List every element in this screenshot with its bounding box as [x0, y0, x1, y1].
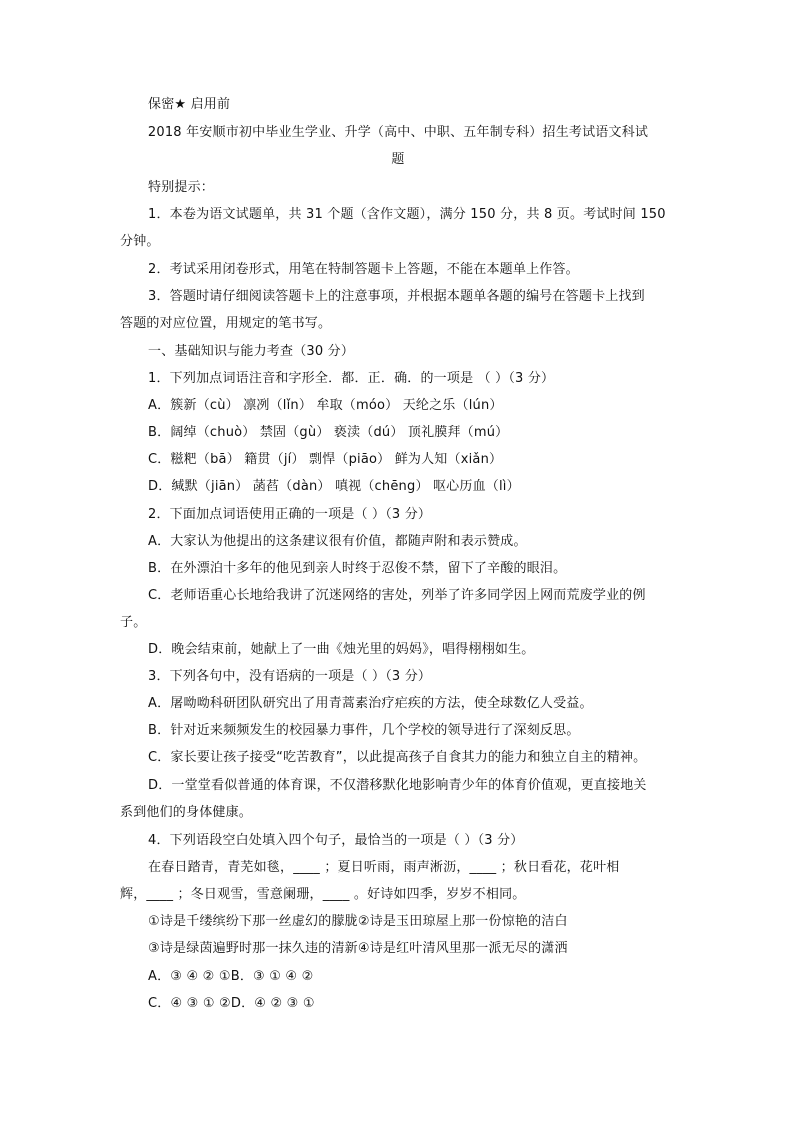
q4-choices-cd: C．④ ③ ① ②D．④ ② ③ ① — [148, 996, 315, 1011]
notice-item-3-cont: 答题的对应位置，用规定的笔书写。 — [120, 316, 332, 331]
q2-option-b: B．在外漂泊十多年的他见到亲人时终于忍俊不禁，留下了辛酸的眼泪。 — [148, 561, 567, 576]
q2-stem: 2．下面加点词语使用正确的一项是（ ）（3 分） — [148, 507, 432, 522]
confidential-mark: 保密★ 启用前 — [148, 97, 231, 112]
q3-option-c: C．家长要让孩子接受“吃苦教育”，以此提高孩子自食其力的能力和独立自主的精神。 — [148, 750, 647, 765]
section-heading: 一、基础知识与能力考查（30 分） — [148, 344, 355, 359]
notice-item-1-cont: 分钟。 — [120, 234, 160, 249]
q1-stem: 1．下列加点词语注音和字形全．都．正．确．的一项是 （ ）（3 分） — [148, 371, 555, 386]
q2-option-c: C．老师语重心长地给我讲了沉迷网络的害处，列举了许多同学因上网而荒废学业的例 — [148, 588, 646, 603]
q1-option-a: A．簇新（cù） 凛冽（lǐn） 牟取（móo） 天纶之乐（lún） — [148, 398, 503, 413]
exam-title: 2018 年安顺市初中毕业生学业、升学（高中、中职、五年制专科）招生考试语文科试 — [147, 125, 649, 140]
q4-passage-cont: 辉，____ ；冬日观雪，雪意阑珊，____ 。好诗如四季，岁岁不相同。 — [120, 887, 526, 902]
notice-heading: 特别提示： — [148, 180, 215, 195]
q4-sentences-3-4: ③诗是绿茵遍野时那一抹久违的清新④诗是红叶清风里那一派无尽的潇洒 — [148, 941, 568, 956]
q2-option-a: A．大家认为他提出的这条建议很有价值，都随声附和表示赞成。 — [148, 534, 527, 549]
q4-passage: 在春日踏青，青芜如毯，____ ；夏日听雨，雨声淅沥，____ ；秋日看花，花叶相 — [148, 860, 620, 875]
q3-option-a: A．屠呦呦科研团队研究出了用青蒿素治疗疟疾的方法，使全球数亿人受益。 — [148, 696, 593, 711]
q4-choices-ab: A．③ ④ ② ①B．③ ① ④ ② — [148, 969, 314, 984]
notice-item-3: 3．答题时请仔细阅读答题卡上的注意事项，并根据本题单各题的编号在答题卡上找到 — [148, 289, 645, 304]
q2-option-d: D．晚会结束前，她献上了一曲《烛光里的妈妈》，唱得栩栩如生。 — [148, 642, 535, 657]
notice-item-2: 2．考试采用闭卷形式，用笔在特制答题卡上答题，不能在本题单上作答。 — [148, 262, 579, 277]
q4-sentences-1-2: ①诗是千缕缤纷下那一丝虚幻的朦胧②诗是玉田琼屋上那一份惊艳的洁白 — [148, 914, 568, 929]
q1-option-d: D．缄默（jiān） 菡萏（dàn） 嗔视（chēng） 呕心历血（lì） — [148, 479, 520, 494]
q3-stem: 3．下列各句中，没有语病的一项是（ ）（3 分） — [148, 669, 432, 684]
notice-item-1: 1．本卷为语文试题单，共 31 个题（含作文题），满分 150 分，共 8 页。考试时间 150 — [148, 207, 666, 222]
q1-option-c: C．糍粑（bā） 籍贯（jí） 剽悍（piāo） 鲜为人知（xiǎn） — [148, 452, 503, 467]
q3-option-d-cont: 系到他们的身体健康。 — [120, 805, 253, 820]
q3-option-b: B．针对近来频频发生的校园暴力事件，几个学校的领导进行了深刻反思。 — [148, 723, 580, 738]
exam-title-cont: 题 — [391, 152, 405, 167]
q4-stem: 4．下列语段空白处填入四个句子，最恰当的一项是（ ）（3 分） — [148, 833, 524, 848]
q2-option-c-cont: 子。 — [120, 615, 147, 630]
q3-option-d: D．一堂堂看似普通的体育课，不仅潜移默化地影响青少年的体育价值观，更直接地关 — [148, 778, 647, 793]
q1-option-b: B．阔绰（chuò） 禁固（gù） 亵渎（dú） 顶礼膜拜（mú） — [148, 425, 509, 440]
